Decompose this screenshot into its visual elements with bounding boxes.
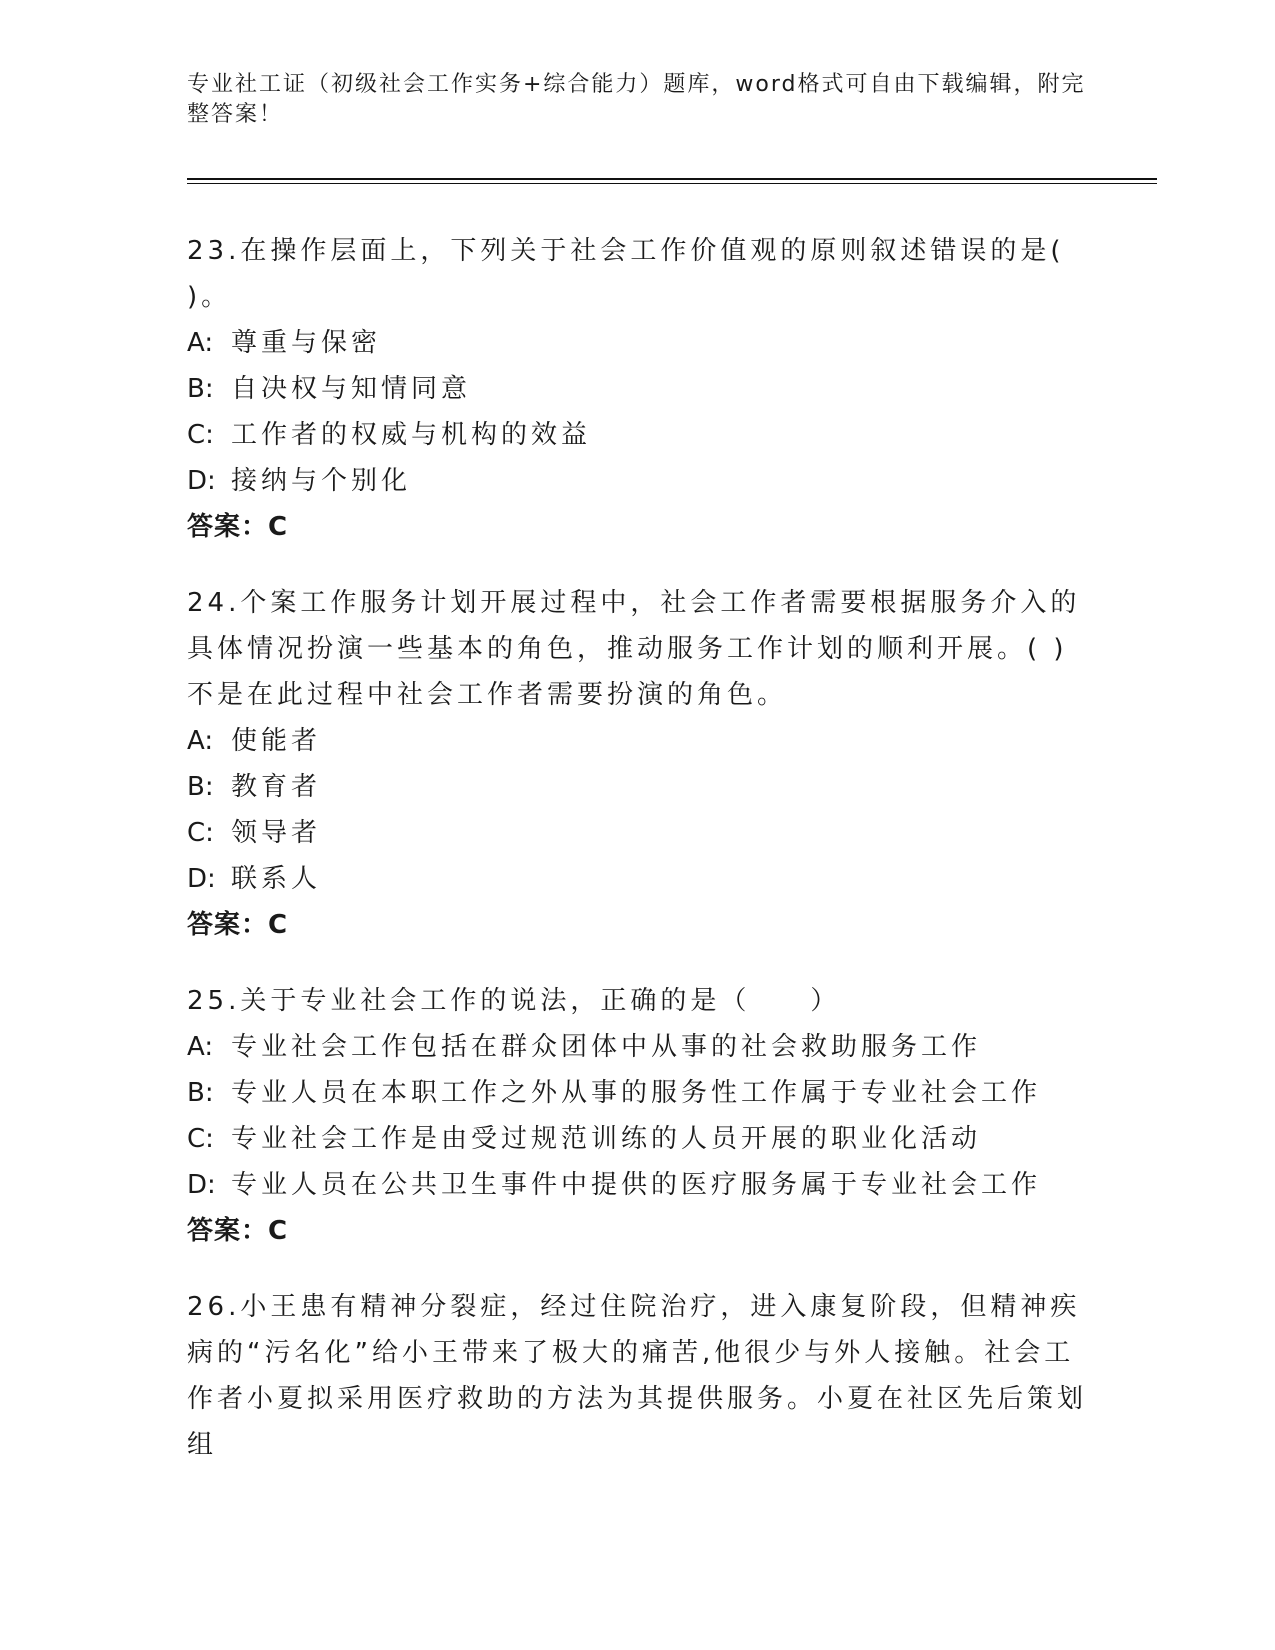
option-d — [187, 856, 1087, 902]
answer: 答案：C — [187, 512, 289, 542]
option-letter: B: — [187, 772, 214, 802]
option-letter: B: — [187, 1078, 214, 1108]
option-text: 专业社会工作包括在群众团体中从事的社会救助服务工作 — [231, 1032, 982, 1062]
question-25 — [187, 978, 1087, 1254]
option-a — [187, 320, 1087, 366]
option-letter: A: — [187, 328, 214, 358]
option-text: 专业人员在本职工作之外从事的服务性工作属于专业社会工作 — [231, 1078, 1042, 1108]
question-list — [187, 228, 1087, 1498]
option-letter: D: — [187, 864, 216, 894]
option-text: 使能者 — [231, 726, 322, 756]
option-letter: C: — [187, 1124, 214, 1154]
option-a — [187, 718, 1087, 764]
option-letter: D: — [187, 1170, 216, 1200]
answer: 答案：C — [187, 910, 289, 940]
question-text: 24.个案工作服务计划开展过程中，社会工作者需要根据服务介入的具体情况扮演一些基本的角色，推动服务工作计划的顺利开展。( )不是在此过程中社会工作者需要扮演的角色。 — [187, 588, 1081, 710]
option-text: 接纳与个别化 — [231, 466, 412, 496]
answer: 答案：C — [187, 1216, 289, 1246]
option-text: 领导者 — [231, 818, 322, 848]
option-letter: B: — [187, 374, 214, 404]
header-divider — [187, 178, 1157, 180]
option-letter: D: — [187, 466, 216, 496]
option-text: 尊重与保密 — [231, 328, 382, 358]
question-26 — [187, 1284, 1087, 1468]
option-c — [187, 1116, 1087, 1162]
option-c — [187, 412, 1087, 458]
option-a — [187, 1024, 1087, 1070]
question-text: 26.小王患有精神分裂症，经过住院治疗，进入康复阶段，但精神疾病的“污名化”给小王带来了极大的痛苦,他很少与外人接触。社会工作者小夏拟采用医疗救助的方法为其提供服务。小夏在社区先后策划组 — [187, 1292, 1088, 1460]
option-text: 教育者 — [231, 772, 322, 802]
option-c — [187, 810, 1087, 856]
question-24 — [187, 580, 1087, 948]
option-b — [187, 1070, 1087, 1116]
option-text: 自决权与知情同意 — [231, 374, 472, 404]
option-letter: A: — [187, 1032, 214, 1062]
option-b — [187, 366, 1087, 412]
option-d — [187, 458, 1087, 504]
option-d — [187, 1162, 1087, 1208]
page-header: 专业社工证（初级社会工作实务+综合能力）题库，word格式可自由下载编辑，附完整答案！ — [187, 72, 1086, 127]
question-text: 23.在操作层面上，下列关于社会工作价值观的原则叙述错误的是( )。 — [187, 236, 1065, 312]
option-b — [187, 764, 1087, 810]
question-text: 25.关于专业社会工作的说法，正确的是（ ） — [187, 986, 841, 1016]
option-text: 专业人员在公共卫生事件中提供的医疗服务属于专业社会工作 — [231, 1170, 1042, 1200]
header-divider-thin — [187, 183, 1157, 184]
option-text: 专业社会工作是由受过规范训练的人员开展的职业化活动 — [231, 1124, 982, 1154]
option-letter: A: — [187, 726, 214, 756]
option-letter: C: — [187, 420, 214, 450]
option-text: 工作者的权威与机构的效益 — [231, 420, 592, 450]
question-23 — [187, 228, 1087, 550]
option-letter: C: — [187, 818, 214, 848]
option-text: 联系人 — [231, 864, 322, 894]
